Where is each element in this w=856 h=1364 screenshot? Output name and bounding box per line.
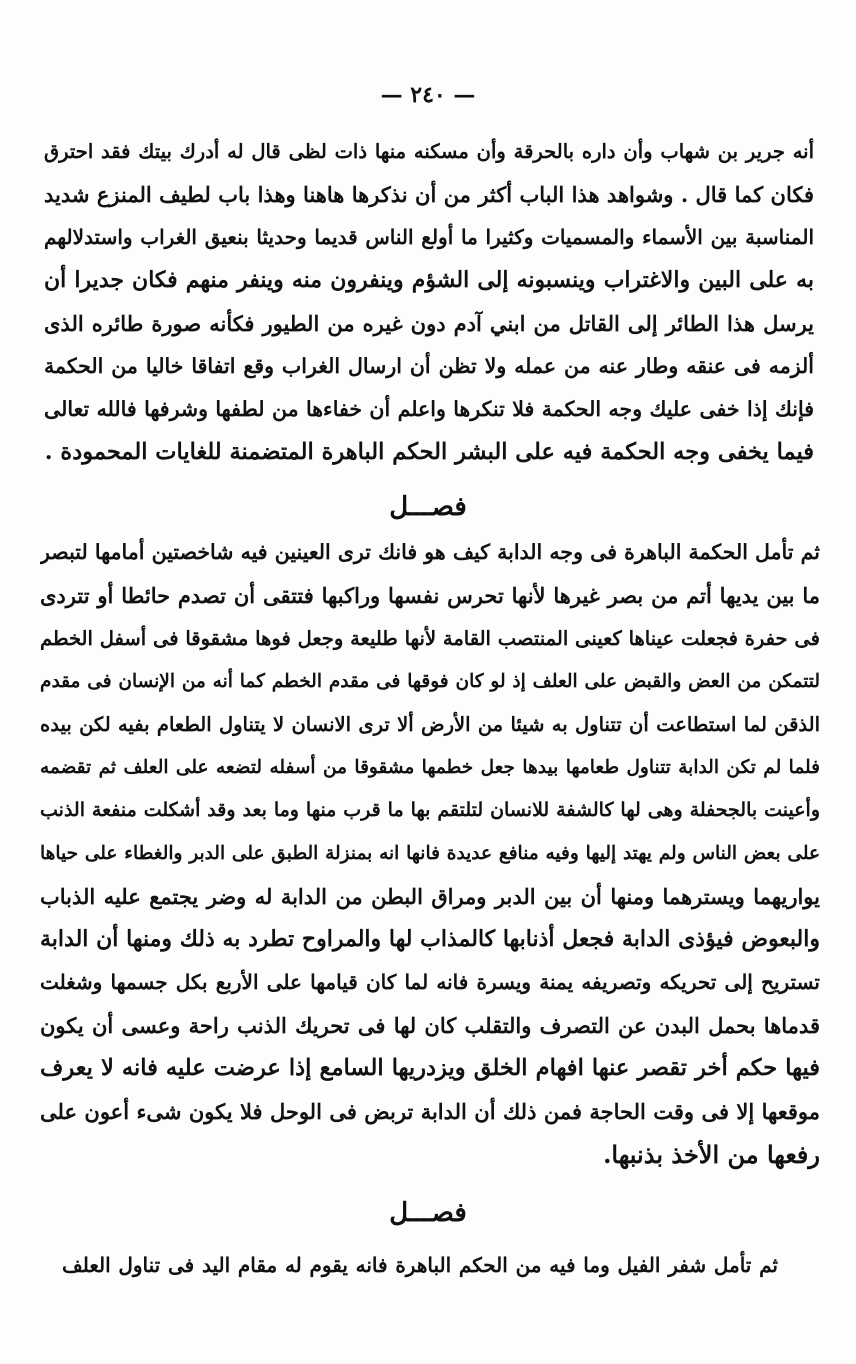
text-line: قدماها بحمل البدن عن التصرف والتقلب كان لها فى تحريك الذنب راحة وعسى أن يكون [40, 1013, 820, 1038]
paragraph-2 [40, 531, 820, 1176]
text-line: على بعض الناس ولم يهتد إليها وفيه منافع عديدة فانها انه بمنزلة الطبق على الدبر والغطاء على حياها [40, 843, 820, 864]
text-line: موقعها إلا فى وقت الحاجة فمن ذلك أن الدابة تربض فى الوحل فلا يكون شىء أعون على [40, 1099, 820, 1124]
text-line: لتتمكن من العض والقبض على العلف إذ لو كان فوقها فى مقدم الخطم كما أنه من الإنسان فى مقدم [40, 671, 820, 692]
section-heading: فصـــل [389, 1198, 467, 1228]
text-line: فيما يخفى وجه الحكمة فيه على البشر الحكم الباهرة المتضمنة للغايات المحمودة . [44, 439, 814, 465]
text-line: ثم تأمل الحكمة الباهرة فى وجه الدابة كيف هو فانك ترى العينين فيه شاخصتين أمامها لتبصر [40, 540, 820, 564]
paragraph-1 [44, 130, 814, 474]
text-line: أنه جرير بن شهاب وأن داره بالحرقة وأن مسكنه منها ذات لظى قال له أدرك بيتك فقد احترق [44, 140, 814, 163]
text-line: المناسبة بين الأسماء والمسميات وكثيرا ما أولع الناس قديما وحديثا بنعيق الغراب واستدلالهم [44, 225, 814, 249]
text-line: يواريهما ويسترهما ومنها أن بين الدبر ومراق البطن من الدابة له وضر يجتمع عليه الذباب [40, 884, 820, 909]
section-heading: فصـــل [389, 492, 467, 522]
text-line: الذقن لما استطاعت أن تتناول به شيئا من الأرض ألا ترى الانسان لا يتناول الطعام بفيه لكن بيده [40, 713, 820, 736]
text-line: فلما لم تكن الدابة تتناول طعامها بيدها جعل خطمها مشقوقا من أسفله لتضعه على العلف ثم تقضمه [40, 757, 820, 778]
text-line: به على البين والاغتراب وينسبونه إلى الشؤم وينفرون منه وينفر منهم فكان جديرا أن [44, 267, 814, 293]
text-line: ما بين يديها أتم من بصر غيرها لأنها تحرس نفسها وراكبها فتتقى أن تصدم حائطا أو تتردى [40, 583, 820, 608]
text-line: يرسل هذا الطائر إلى القاتل من ابني آدم دون غيره من الطيور فكأنه صورة طائره الذى [44, 311, 814, 336]
text-line: فى حفرة فجعلت عيناها كعينى المنتصب القامة لأنها طليعة وجعل فوها مشقوقا فى أسفل الخطم [40, 627, 820, 650]
text-line: ألزمه فى عنقه وطار عنه من عمله ولا تظن أن ارسال الغراب وقع اتفاقا خاليا من الحكمة [44, 354, 814, 378]
text-line: ثم تأمل شفر الفيل وما فيه من الحكم الباهرة فانه يقوم له مقام اليد فى تناول العلف [62, 1253, 778, 1277]
paragraph-3 [62, 1244, 778, 1287]
text-line: والبعوض فيؤذى الدابة فجعل أذنابها كالمذاب لها والمراوح تطرد به ذلك ومنها أن الدابة [40, 926, 820, 952]
text-line: فكان كما قال . وشواهد هذا الباب أكثر من أن نذكرها هاهنا وهذا باب لطيف المنزع شديد [44, 182, 814, 207]
text-line: وأعينت بالجحفلة وهى لها كالشفة للانسان لتلتقم بها ما قرب منها وما بعد وقد أشكلت منفعة الذنب [40, 799, 820, 821]
page-number: — ٢٤٠ — [380, 82, 476, 108]
text-line: فيها حكم أخر تقصر عنها افهام الخلق ويزدريها السامع إذا عرضت عليه فانه لا يعرف [40, 1055, 820, 1081]
text-line: فإنك إذا خفى عليك وجه الحكمة فلا تنكرها واعلم أن خفاءها من لطفها وشرفها فالله تعالى [44, 397, 814, 421]
text-line: تستريح إلى تحريكه وتصريفه يمنة ويسرة فانه لما كان قيامها على الأربع بكل جسمها وشغلت [40, 970, 820, 994]
text-line: رفعها من الأخذ بذنبها. [603, 1140, 820, 1169]
